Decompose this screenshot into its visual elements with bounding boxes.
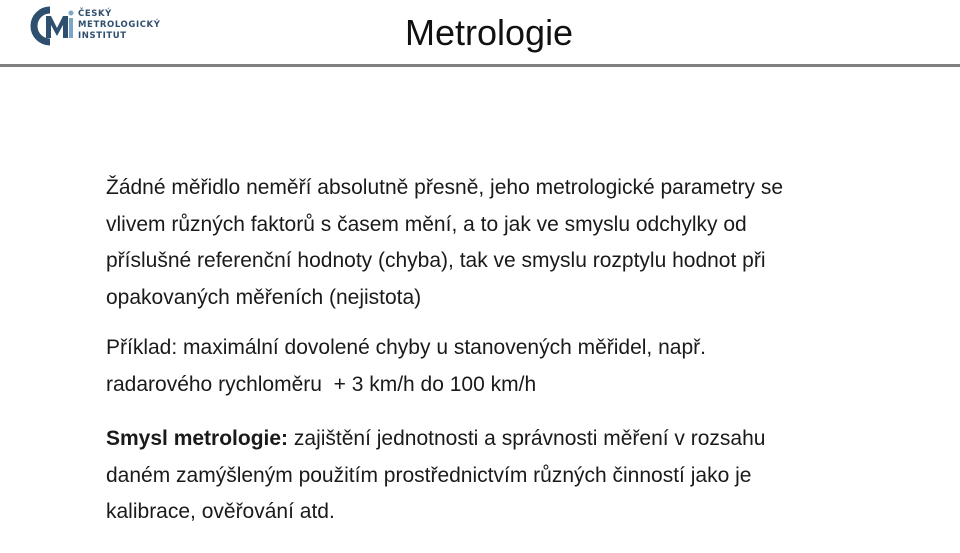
paragraph-purpose [106,421,916,531]
logo-text [78,9,161,42]
text-line: Příklad: maximální dovolené chyby u stanovených měřidel, např. [106,336,706,359]
text-line: zajištění jednotnosti a správnosti měření v rozsahu [288,427,766,450]
text-line: radarového rychloměru + 3 km/h do 100 km/h [106,372,537,396]
page-title: Metrologie [405,12,574,53]
cmi-logo [28,4,161,46]
slide-body [106,170,916,531]
cmi-logo-icon [28,4,74,46]
text-line: příslušné referenční hodnoty (chyba), tak ve smyslu rozptylu hodnot při [106,249,766,272]
paragraph-definition [106,170,916,316]
text-line: kalibrace, ověřování atd. [106,500,335,523]
paragraph-example [106,330,916,403]
logo-line-2: METROLOGICKÝ [78,19,161,30]
logo-line-3: INSTITUT [78,30,127,41]
text-line: Žádné měřidlo neměří absolutně přesně, jeho metrologické parametry se [106,176,784,199]
logo-line-1: ČESKÝ [78,8,112,19]
text-line: opakovaných měřeních (nejistota) [106,285,422,309]
header-divider [0,64,960,67]
header [0,0,960,64]
purpose-label: Smysl metrologie: [106,427,289,450]
text-line: daném zamýšleným použitím prostřednictvím různých činností jako je [106,463,752,487]
text-line: vlivem různých faktorů s časem mění, a to jak ve smyslu odchylky od [106,212,747,236]
